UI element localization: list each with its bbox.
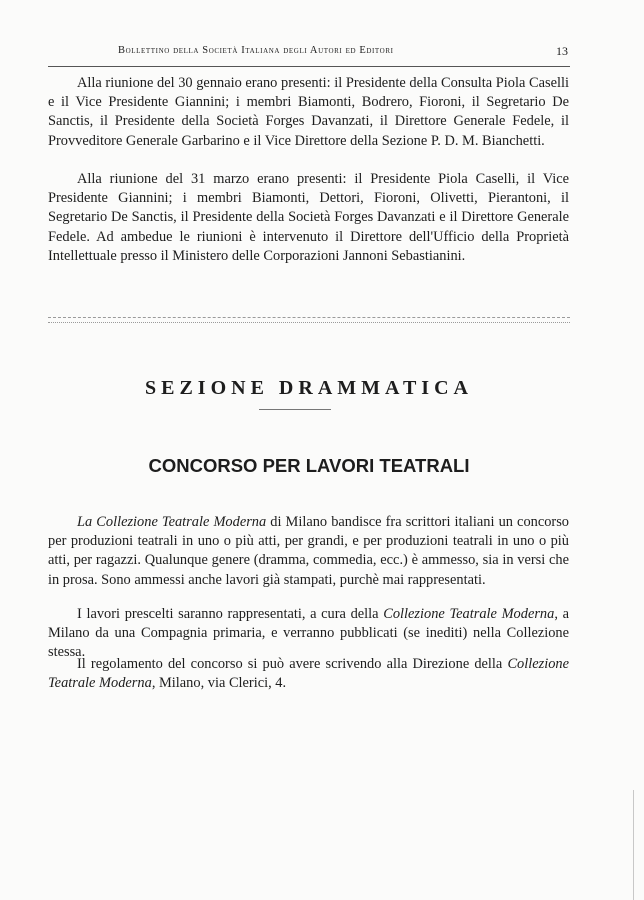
section-separator-secondary [48,322,570,323]
paragraph-bando [48,513,569,590]
paragraph-bando-text: di Milano bandisce fra scrittori italiani un concorso per produzioni teatrali in uno o più atti, per grandi, e per produzioni teatrali in uno o più atti, per ragazzi. Qualunque genere (dramma, commedia, ecc.) è ammesso, sia in versi che in prosa. Sono ammessi anche lavori già stampati, purchè mai rappresentati. [48,514,569,588]
running-header [48,44,570,64]
paragraph-lavori-text-start: I lavori prescelti saranno rappresentati, a cura della [77,606,384,622]
paragraph-regolamento [48,655,569,693]
paragraph-riunione-31-marzo: Alla riunione del 31 marzo erano presenti: il Presidente Piola Caselli, il Vice Presidente Giannini; i membri Biamonti, Dettori, Fioroni, Olivetti, Pierantoni, il Segretario De Sanctis, il Presidente della Società Forges Davanzati e il Direttore Generale Fedele. Ad ambedue le riunioni è intervenuto il Direttore dell'Ufficio della Proprietà Intellettuale presso il Ministero delle Corporazioni Jannoni Sebastianini. [48,171,569,264]
paragraph-lavori-prescelti [48,605,569,663]
italic-collezione-name: La Collezione Teatrale Moderna [77,514,267,530]
article-title: CONCORSO PER LAVORI TEATRALI [148,455,470,476]
section-separator [48,317,570,318]
paragraph-regolamento-text-rest: , Milano, via Clerici, 4. [151,675,287,692]
paragraph-lavori-text-rest: , a Milano da una Compagnia primaria, e verranno pubblicati (se inediti) nella Collezione stessa. [48,606,569,661]
section-title: SEZIONE DRAMMATICA [145,377,473,399]
paragraph-regolamento-text-start: Il regolamento del concorso si può avere scrivendo alla Direzione della [77,656,508,672]
header-rule [48,66,570,67]
italic-collezione-name: Collezione Teatrale Moderna [383,606,555,622]
italic-collezione-name: Collezione Teatrale Moderna [48,656,569,692]
title-rule [259,409,331,410]
page-number: 13 [556,44,568,58]
page-edge-mark [633,790,634,900]
paragraph-riunione-30-gennaio: Alla riunione del 30 gennaio erano presenti: il Presidente della Consulta Piola Caselli e il Vice Presidente Giannini; i membri Biamonti, Bodrero, Fioroni, il Segretario De Sanctis, il Presidente della Società Forges Davanzati, il Direttore Generale Fedele, il Provveditore Generale Garbarino e il Vice Direttore della Sezione P. D. M. Bianchetti. [48,75,569,149]
header-title: Bollettino della Società Italiana degli Autori ed Editori [118,45,394,56]
